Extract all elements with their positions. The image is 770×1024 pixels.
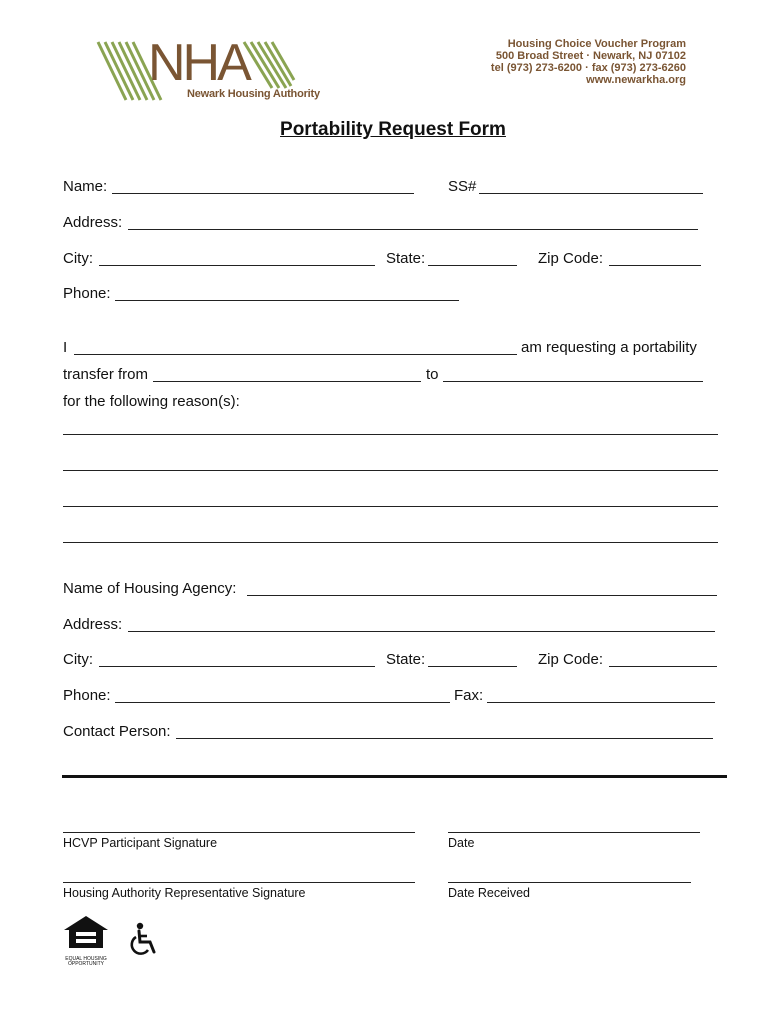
header-website[interactable]: www.newarkha.org [586,74,686,86]
participant-date-label: Date [448,836,475,850]
agency-address-label: Address: [63,616,123,633]
agency-name-label: Name of Housing Agency: [63,580,237,597]
zip-field[interactable] [609,265,701,266]
agency-name-field[interactable] [247,595,717,596]
agency-zip-field[interactable] [609,666,717,667]
logo-letters: NHA [148,34,249,92]
agency-state-field[interactable] [428,666,517,667]
header-address: 500 Broad Street · Newark, NJ 07102 [495,50,686,62]
wheelchair-accessibility-icon [128,922,160,956]
equal-housing-text: EQUAL HOUSING OPPORTUNITY [65,956,107,967]
participant-signature-label: HCVP Participant Signature [63,836,218,850]
equal-housing-opportunity-icon [62,914,110,967]
date-received-field[interactable] [448,882,691,883]
phone-label: Phone: [63,285,111,302]
header-phones: tel (973) 273-6200 · fax (973) 273-6260 [490,62,686,74]
reason-line-3[interactable] [63,506,718,507]
representative-signature-field[interactable] [63,882,415,883]
reasons-label: for the following reason(s): [63,393,240,410]
agency-phone-label: Phone: [63,687,111,704]
ss-field[interactable] [479,193,703,194]
participant-signature-field[interactable] [63,832,415,833]
transfer-to-field[interactable] [443,381,703,382]
city-field[interactable] [99,265,375,266]
transfer-to-label: to [426,366,439,383]
city-label: City: [63,250,93,267]
requesting-text: am requesting a portability [521,339,697,356]
state-field[interactable] [428,265,517,266]
agency-state-label: State: [386,651,426,668]
page-title: Portability Request Form [280,119,506,140]
contact-person-field[interactable] [176,738,713,739]
logo-subtitle: Newark Housing Authority [187,88,320,100]
representative-signature-label: Housing Authority Representative Signature [63,886,306,900]
agency-fax-field[interactable] [487,702,715,703]
phone-field[interactable] [115,300,459,301]
name-field[interactable] [112,193,414,194]
agency-city-label: City: [63,651,93,668]
reason-line-4[interactable] [63,542,718,543]
zip-label: Zip Code: [538,250,604,267]
transfer-from-field[interactable] [153,381,421,382]
ss-label: SS# [448,178,477,195]
date-received-label: Date Received [448,886,530,900]
reason-line-1[interactable] [63,434,718,435]
request-i-label: I [63,339,68,356]
reason-line-2[interactable] [63,470,718,471]
transfer-from-label: transfer from [63,366,149,383]
state-label: State: [386,250,426,267]
requester-name-field[interactable] [74,354,517,355]
name-label: Name: [63,178,108,195]
agency-zip-label: Zip Code: [538,651,604,668]
participant-date-field[interactable] [448,832,700,833]
agency-city-field[interactable] [99,666,375,667]
section-divider [62,775,727,778]
agency-fax-label: Fax: [454,687,484,704]
contact-person-label: Contact Person: [63,723,171,740]
agency-address-field[interactable] [128,631,715,632]
address-field[interactable] [128,229,698,230]
agency-phone-field[interactable] [115,702,450,703]
header-program: Housing Choice Voucher Program [507,38,686,50]
address-label: Address: [63,214,123,231]
